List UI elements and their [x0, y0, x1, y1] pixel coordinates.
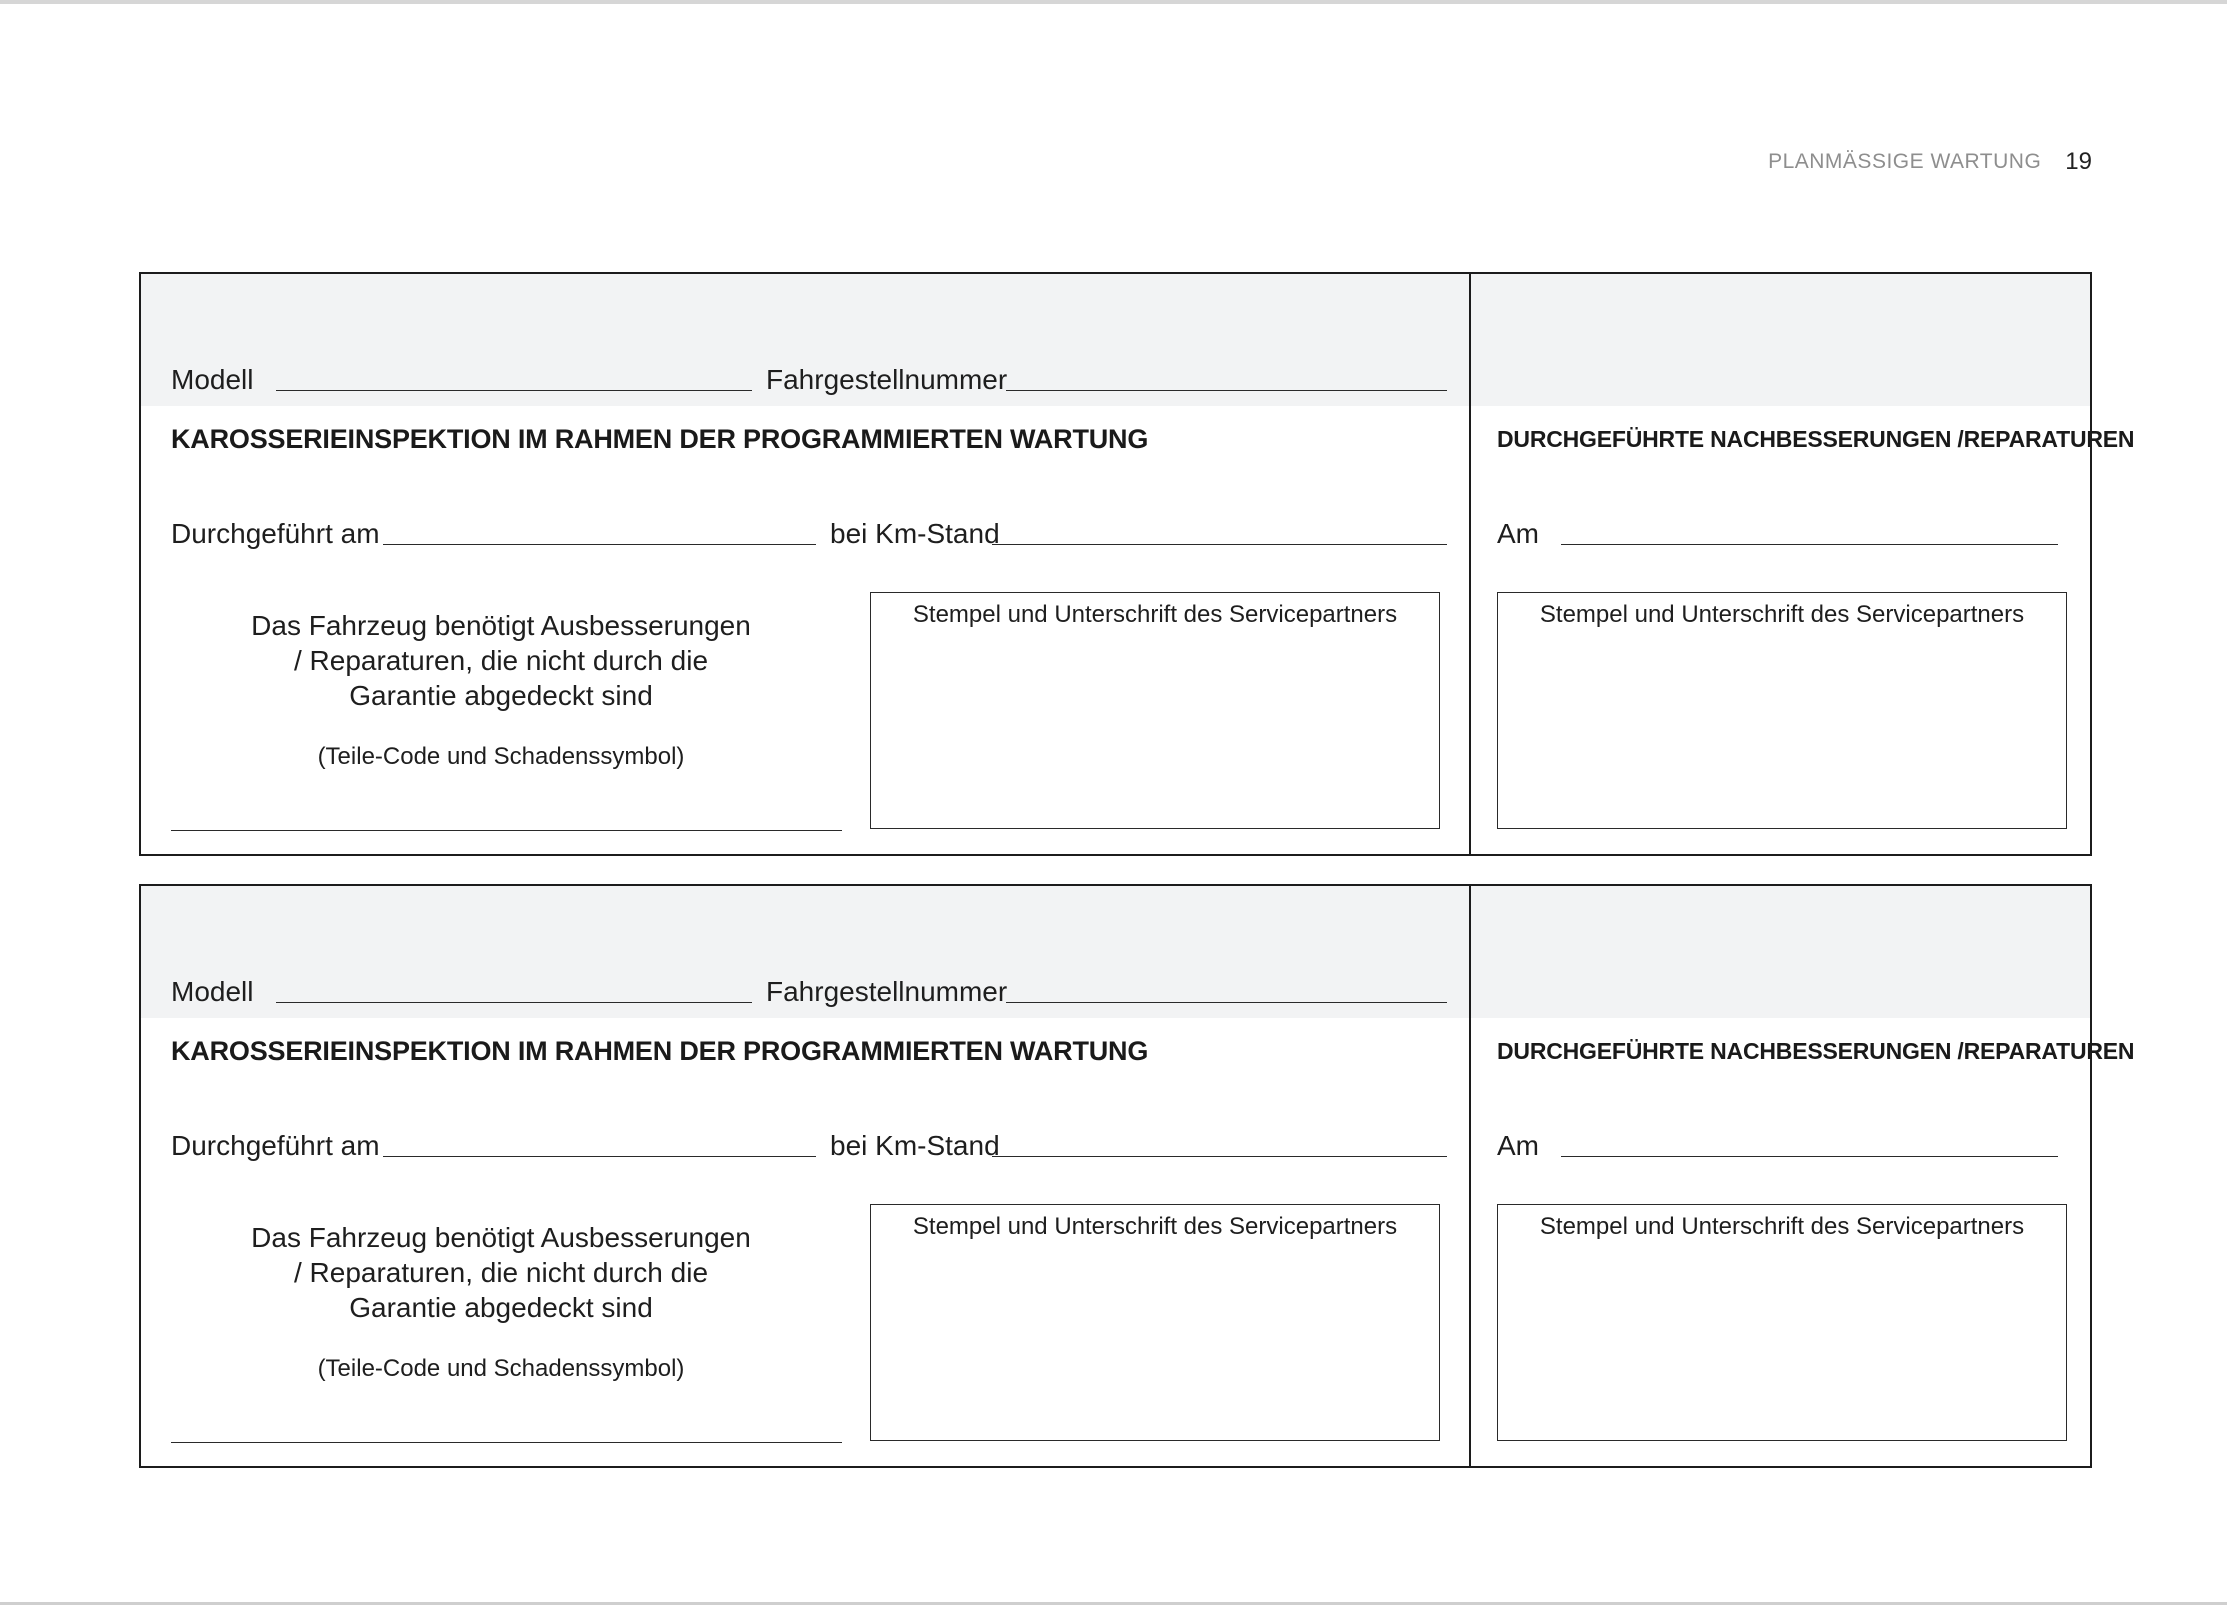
inspection-heading: KAROSSERIEINSPEKTION IM RAHMEN DER PROGRAMMIERTEN WARTUNG	[171, 1036, 1149, 1066]
page-number: 19	[2065, 148, 2092, 175]
repairs-needed-text: Das Fahrzeug benötigt Ausbesserungen / Reparaturen, die nicht durch die Garantie abgedeckt sind	[251, 1222, 751, 1323]
column-divider	[1469, 274, 1471, 854]
stamp-label: Stempel und Unterschrift des Servicepartners	[912, 1213, 1398, 1240]
mileage-input-line[interactable]	[992, 544, 1447, 545]
performed-date-label: Durchgeführt am	[171, 518, 380, 549]
chassis-number-input-line[interactable]	[1006, 1002, 1447, 1003]
repairs-done-heading: DURCHGEFÜHRTE NACHBESSERUNGEN /REPARATUREN	[1497, 426, 2135, 452]
repairs-needed-text: Das Fahrzeug benötigt Ausbesserungen / Reparaturen, die nicht durch die Garantie abgedeckt sind	[251, 610, 751, 711]
chassis-number-input-line[interactable]	[1006, 390, 1447, 391]
section-title: PLANMÄSSIGE WARTUNG	[1768, 150, 2042, 173]
parts-code-input-line[interactable]	[171, 830, 842, 831]
chassis-number-label: Fahrgestellnummer	[766, 364, 1008, 395]
bottom-rule	[0, 1602, 2227, 1605]
repairs-stamp-label: Stempel und Unterschrift des Servicepartners	[1539, 601, 2025, 628]
parts-code-hint: (Teile-Code und Schadenssymbol)	[317, 1355, 685, 1382]
model-input-line[interactable]	[276, 1002, 752, 1003]
repairs-stamp-label: Stempel und Unterschrift des Servicepartners	[1539, 1213, 2025, 1240]
performed-date-input-line[interactable]	[383, 544, 816, 545]
stamp-label: Stempel und Unterschrift des Servicepartners	[912, 601, 1398, 628]
inspection-card-1	[139, 272, 2135, 856]
card-header-band	[141, 274, 2090, 406]
model-input-line[interactable]	[276, 390, 752, 391]
repair-date-input-line[interactable]	[1561, 1156, 2058, 1157]
repairs-stamp-box[interactable]	[1497, 1204, 2067, 1441]
mileage-input-line[interactable]	[992, 1156, 1447, 1157]
model-label: Modell	[171, 976, 254, 1007]
repair-date-label: Am	[1497, 518, 1539, 549]
chassis-number-label: Fahrgestellnummer	[766, 976, 1008, 1007]
parts-code-input-line[interactable]	[171, 1442, 842, 1443]
mileage-label: bei Km-Stand	[830, 1130, 1000, 1161]
inspection-heading: KAROSSERIEINSPEKTION IM RAHMEN DER PROGRAMMIERTEN WARTUNG	[171, 424, 1149, 454]
model-label: Modell	[171, 364, 254, 395]
service-stamp-box[interactable]	[870, 592, 1440, 829]
performed-date-label: Durchgeführt am	[171, 1130, 380, 1161]
service-stamp-box[interactable]	[870, 1204, 1440, 1441]
repairs-stamp-box[interactable]	[1497, 592, 2067, 829]
parts-code-hint: (Teile-Code und Schadenssymbol)	[317, 743, 685, 770]
performed-date-input-line[interactable]	[383, 1156, 816, 1157]
inspection-card-2	[139, 884, 2135, 1468]
card-header-band	[141, 886, 2090, 1018]
repair-date-input-line[interactable]	[1561, 544, 2058, 545]
top-rule	[0, 0, 2227, 4]
page-header	[1700, 146, 2092, 178]
repairs-done-heading: DURCHGEFÜHRTE NACHBESSERUNGEN /REPARATUREN	[1497, 1038, 2135, 1064]
mileage-label: bei Km-Stand	[830, 518, 1000, 549]
column-divider	[1469, 886, 1471, 1466]
repair-date-label: Am	[1497, 1130, 1539, 1161]
